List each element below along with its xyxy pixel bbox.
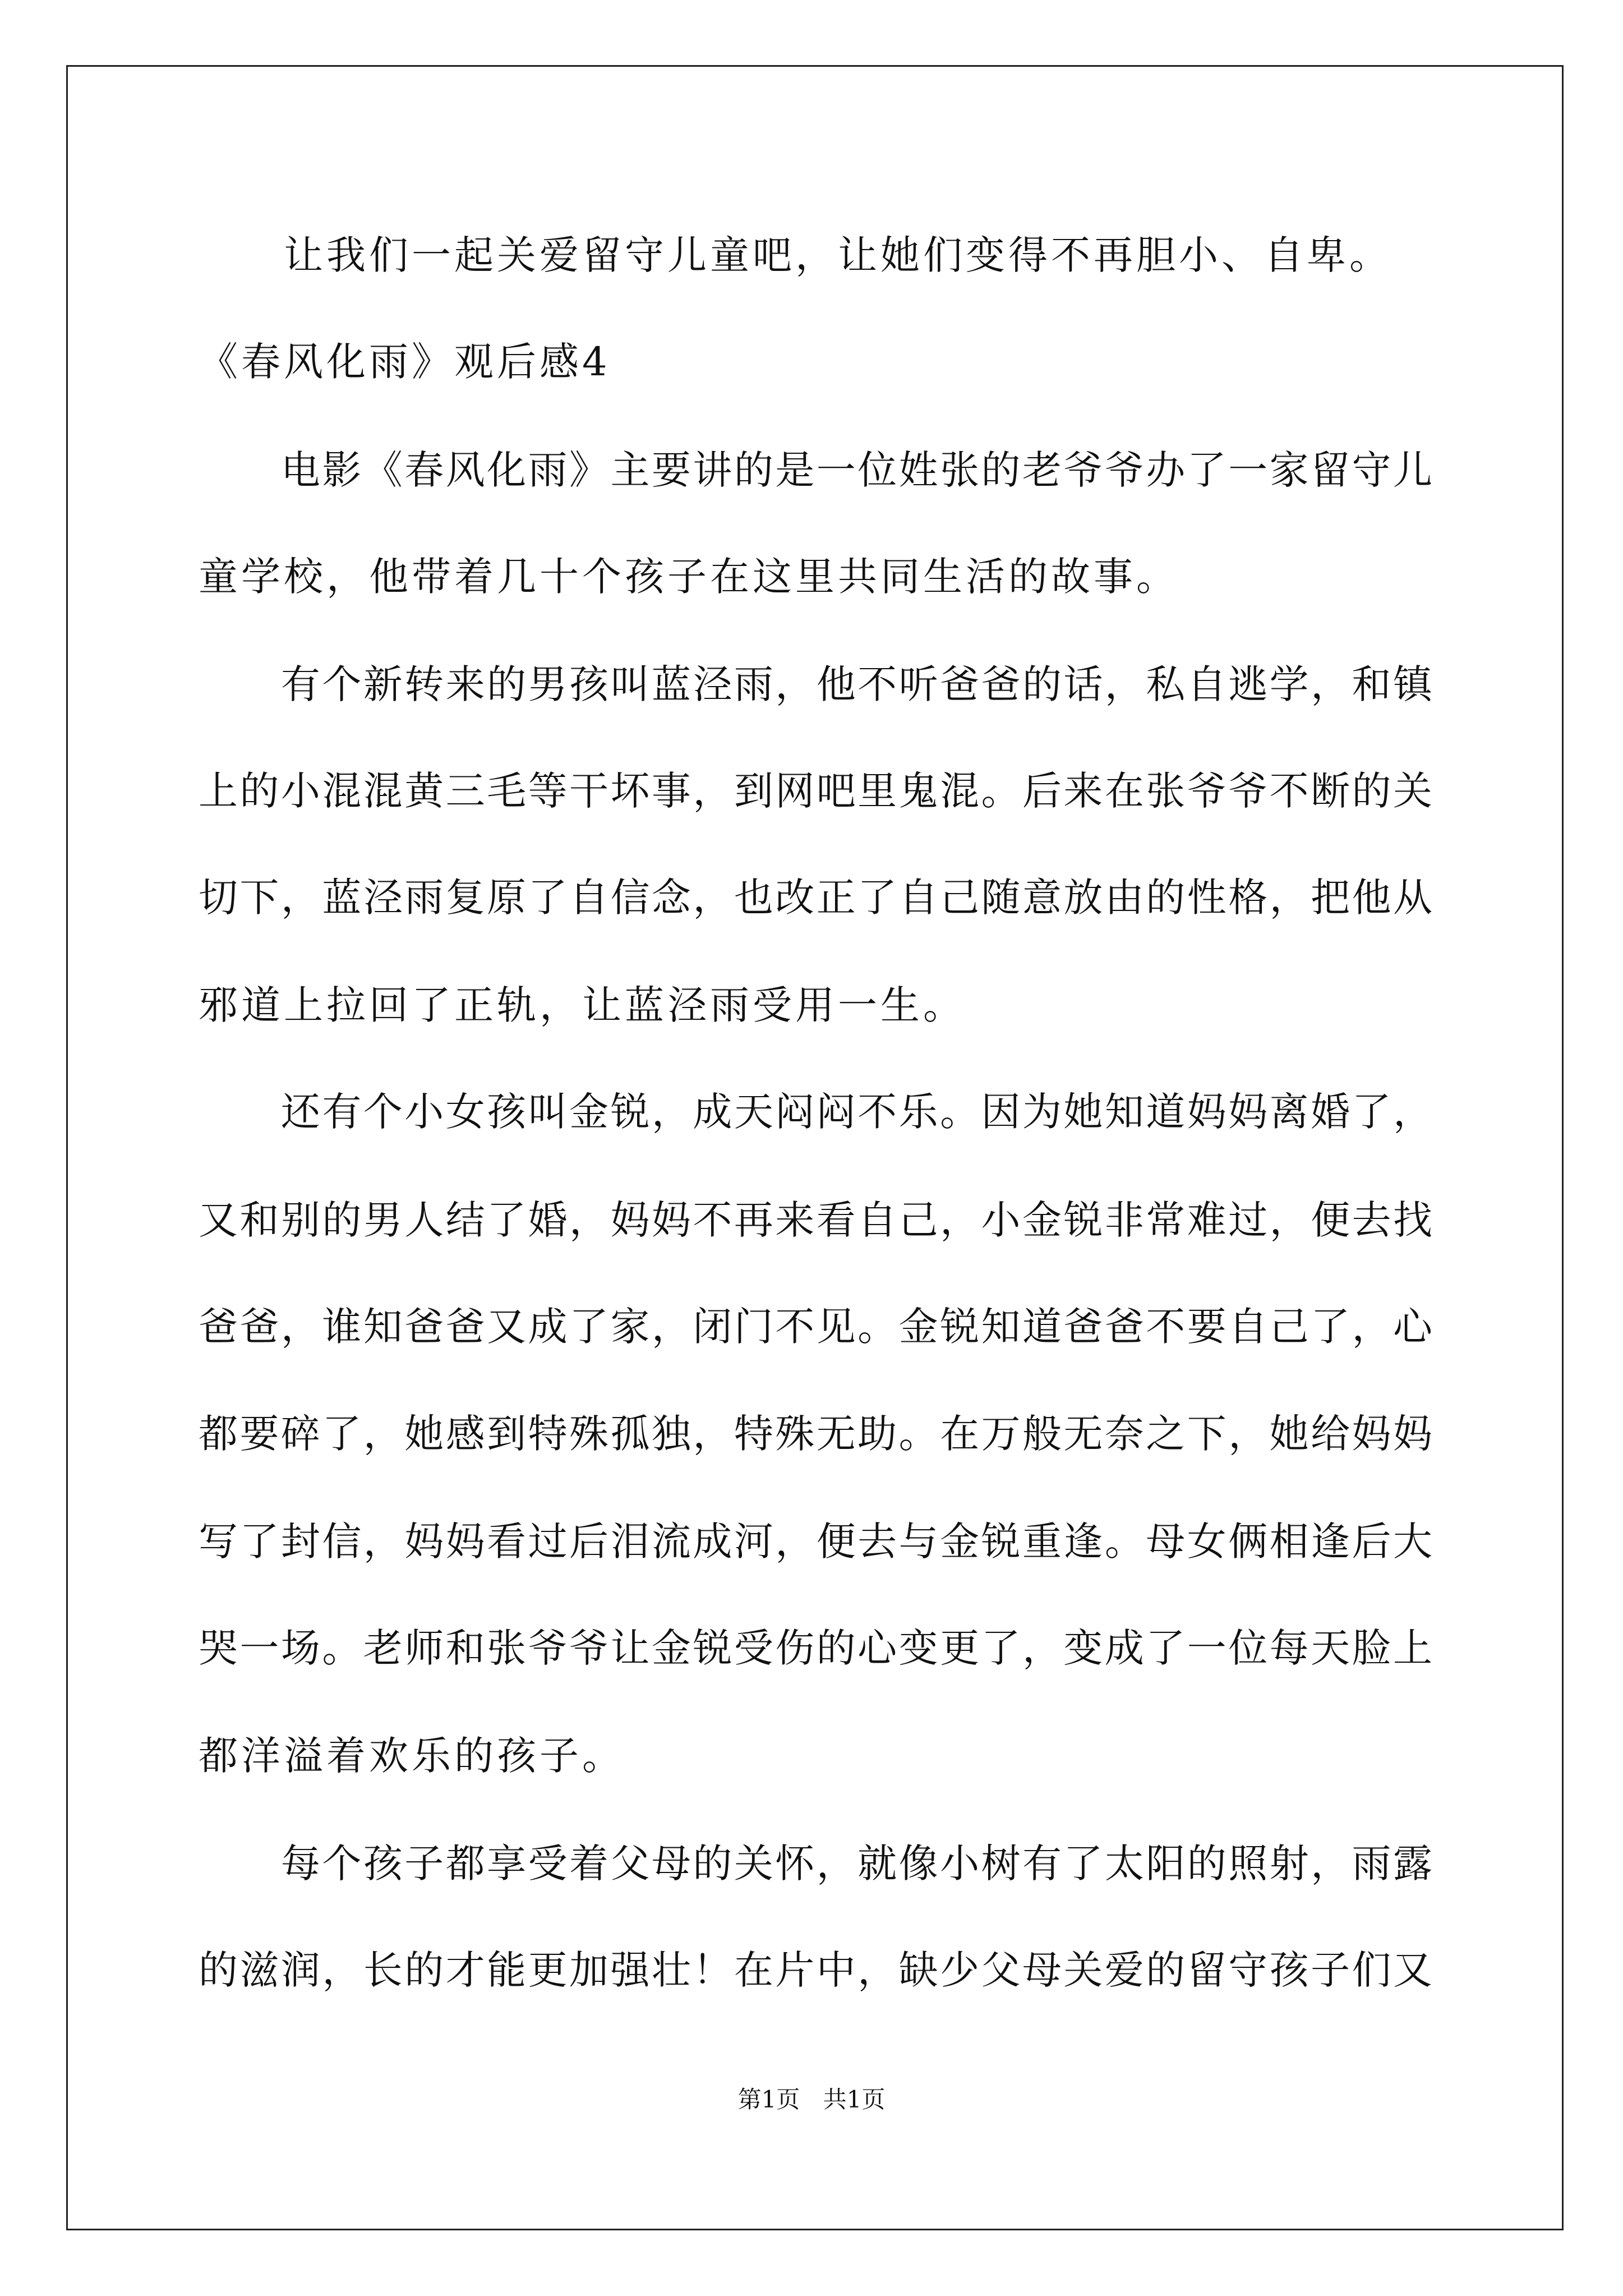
paragraph-line: 都洋溢着欢乐的孩子。 xyxy=(199,1733,625,1779)
paragraph-line: 切下，蓝泾雨复原了自信念，也改正了自己随意放由的性格，把他从 xyxy=(199,875,1432,921)
paragraph-line: 每个孩子都享受着父母的关怀，就像小树有了太阳的照射，雨露 xyxy=(199,1841,1432,1887)
paragraph-line: 有个新转来的男孩叫蓝泾雨，他不听爸爸的话，私自逃学，和镇 xyxy=(199,661,1432,707)
paragraph-line: 的滋润，长的才能更加强壮！在片中，缺少父母关爱的留守孩子们又 xyxy=(199,1947,1432,1993)
page-number: 第1页 xyxy=(737,2086,800,2113)
paragraph-line: 童学校，他带着几十个孩子在这里共同生活的故事。 xyxy=(199,554,1179,600)
paragraph-line: 爸爸，谁知爸爸又成了家，闭门不见。金锐知道爸爸不要自己了，心 xyxy=(199,1304,1432,1350)
paragraph-line: 电影《春风化雨》主要讲的是一位姓张的老爷爷办了一家留守儿 xyxy=(199,447,1432,493)
page-border xyxy=(66,65,1564,2230)
paragraph-line: 都要碎了，她感到特殊孤独，特殊无助。在万般无奈之下，她给妈妈 xyxy=(199,1411,1432,1457)
paragraph-line: 哭一场。老师和张爷爷让金锐受伤的心变更了，变成了一位每天脸上 xyxy=(199,1625,1432,1671)
paragraph-line: 写了封信，妈妈看过后泪流成河，便去与金锐重逢。母女俩相逢后大 xyxy=(199,1519,1432,1565)
paragraph-line: 又和别的男人结了婚，妈妈不再来看自己，小金锐非常难过，便去找 xyxy=(199,1197,1432,1243)
section-heading: 《春风化雨》观后感4 xyxy=(199,339,611,385)
page-total: 共1页 xyxy=(823,2086,886,2113)
paragraph-line: 邪道上拉回了正轨，让蓝泾雨受用一生。 xyxy=(199,982,966,1028)
page-footer xyxy=(0,2086,1623,2114)
paragraph-line: 还有个小女孩叫金锐，成天闷闷不乐。因为她知道妈妈离婚了， xyxy=(199,1089,1432,1135)
paragraph-line: 上的小混混黄三毛等干坏事，到网吧里鬼混。后来在张爷爷不断的关 xyxy=(199,768,1432,814)
paragraph-line: 让我们一起关爱留守儿童吧，让她们变得不再胆小、自卑。 xyxy=(199,232,1392,278)
